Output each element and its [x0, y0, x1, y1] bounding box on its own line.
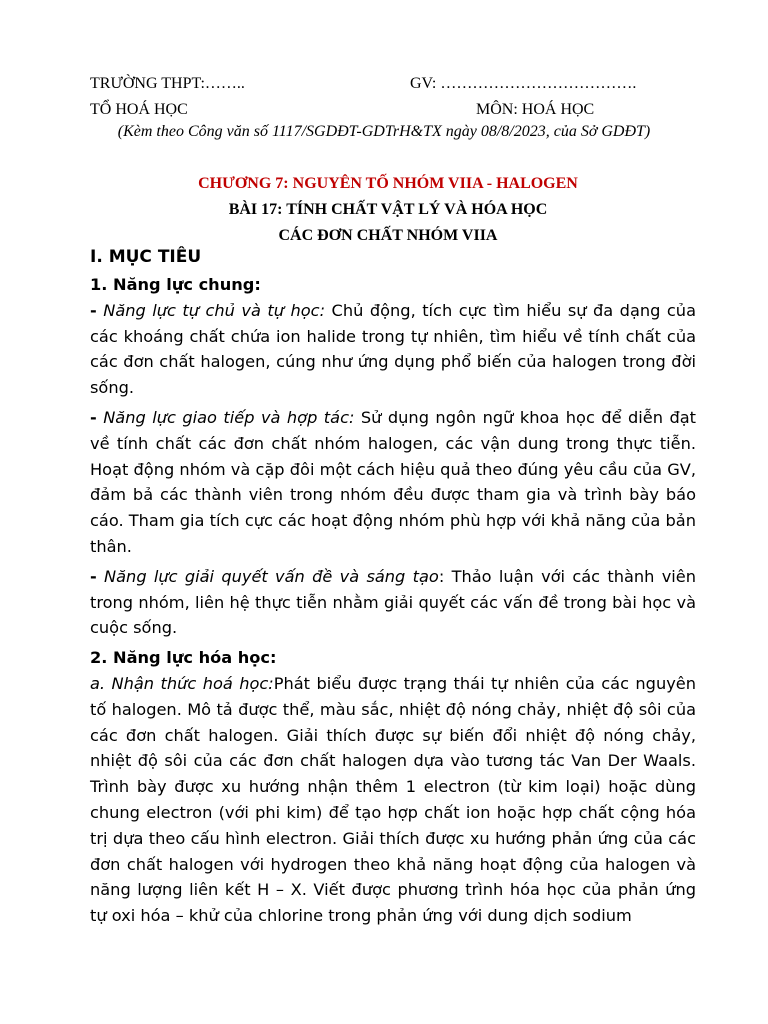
paragraph-communication	[90, 405, 696, 560]
subsection-heading-chemistry: 2. Năng lực hóa học:	[90, 648, 277, 668]
lesson-title-line-2: CÁC ĐƠN CHẤT NHÓM VIIA	[278, 227, 498, 244]
paragraph-problem-solving	[90, 564, 696, 641]
header-row-2	[90, 100, 690, 120]
bullet-dash: -	[90, 407, 97, 427]
bullet-dash: -	[90, 300, 97, 320]
subsection-heading-general: 1. Năng lực chung:	[90, 275, 261, 294]
section-heading: I. MỤC TIÊU	[90, 247, 202, 267]
competency-text: : Thảo luận với các thành viên trong nhóm, liên hệ thực tiễn nhằm giải quyết các vấn đề trong bài học và cuộc sống.	[90, 566, 697, 638]
official-note: (Kèm theo Công văn số 1117/SGDĐT-GDTrH&TX ngày 08/8/2023, của Sở GDĐT)	[117, 123, 651, 140]
competency-label: Năng lực tự chủ và tự học:	[103, 300, 326, 320]
competency-text: Sử dụng ngôn ngữ khoa học để diễn đạt về tính chất các đơn chất nhóm halogen, các vận dung trong thực tiễn. Hoạt động nhóm và cặp đôi một cách hiệu quả theo đúng yêu cầu của GV, đảm bả các thành viên trong nhóm đều được tham gia và trình bày báo cáo. Tham gia tích cực các hoạt động nhóm phù hợp với khả năng của bản thân.	[90, 407, 696, 556]
chapter-title: CHƯƠNG 7: NGUYÊN TỐ NHÓM VIIA - HALOGEN	[198, 175, 578, 192]
teacher-label: GV: ……………………………….	[410, 75, 637, 92]
subject-label: MÔN: HOÁ HỌC	[476, 101, 595, 118]
header-row-1	[90, 74, 690, 94]
paragraph-chemistry-awareness	[90, 671, 696, 929]
competency-label: a. Nhận thức hoá học:	[90, 673, 274, 693]
paragraph-self-study	[90, 298, 696, 401]
competency-label: Năng lực giao tiếp và hợp tác:	[103, 407, 355, 427]
competency-text: Phát biểu được trạng thái tự nhiên của các nguyên tố halogen. Mô tả được thể, màu sắc, nhiệt độ nóng chảy, nhiệt độ sôi của các đơn chất halogen. Giải thích được sự biến đổi nhiệt độ nóng chảy, nhiệt độ sôi của các đơn chất halogen dựa vào tương tác Van Der Waals. Trình bày được xu hướng nhận thêm 1 electron (từ kim loại) hoặc dùng chung electron (với phi kim) để tạo hợp chất ion hoặc hợp chất cộng hóa trị dựa theo cấu hình electron. Giải thích được xu hướng phản ứng của các đơn chất halogen với hydrogen theo khả năng hoạt động của halogen và năng lượng liên kết H – X. Viết được phương trình hóa học của phản ứng tự oxi hóa – khử của chlorine trong phản ứng với dung dịch sodium	[90, 673, 697, 926]
competency-text: Chủ động, tích cực tìm hiểu sự đa dạng của các khoáng chất chứa ion halide trong tự nhiên, tìm hiểu về tính chất của các đơn chất halogen, cúng như ứng dụng phổ biến của halogen trong đời sống.	[90, 300, 696, 398]
bullet-dash: -	[90, 566, 97, 586]
lesson-title-line-1: BÀI 17: TÍNH CHẤT VẬT LÝ VÀ HÓA HỌC	[228, 201, 548, 218]
school-label: TRƯỜNG THPT:……..	[90, 75, 245, 92]
document-body	[90, 243, 696, 933]
competency-label: Năng lực giải quyết vấn đề và sáng tạo	[104, 566, 439, 586]
department-label: TỔ HOÁ HỌC	[90, 101, 188, 118]
